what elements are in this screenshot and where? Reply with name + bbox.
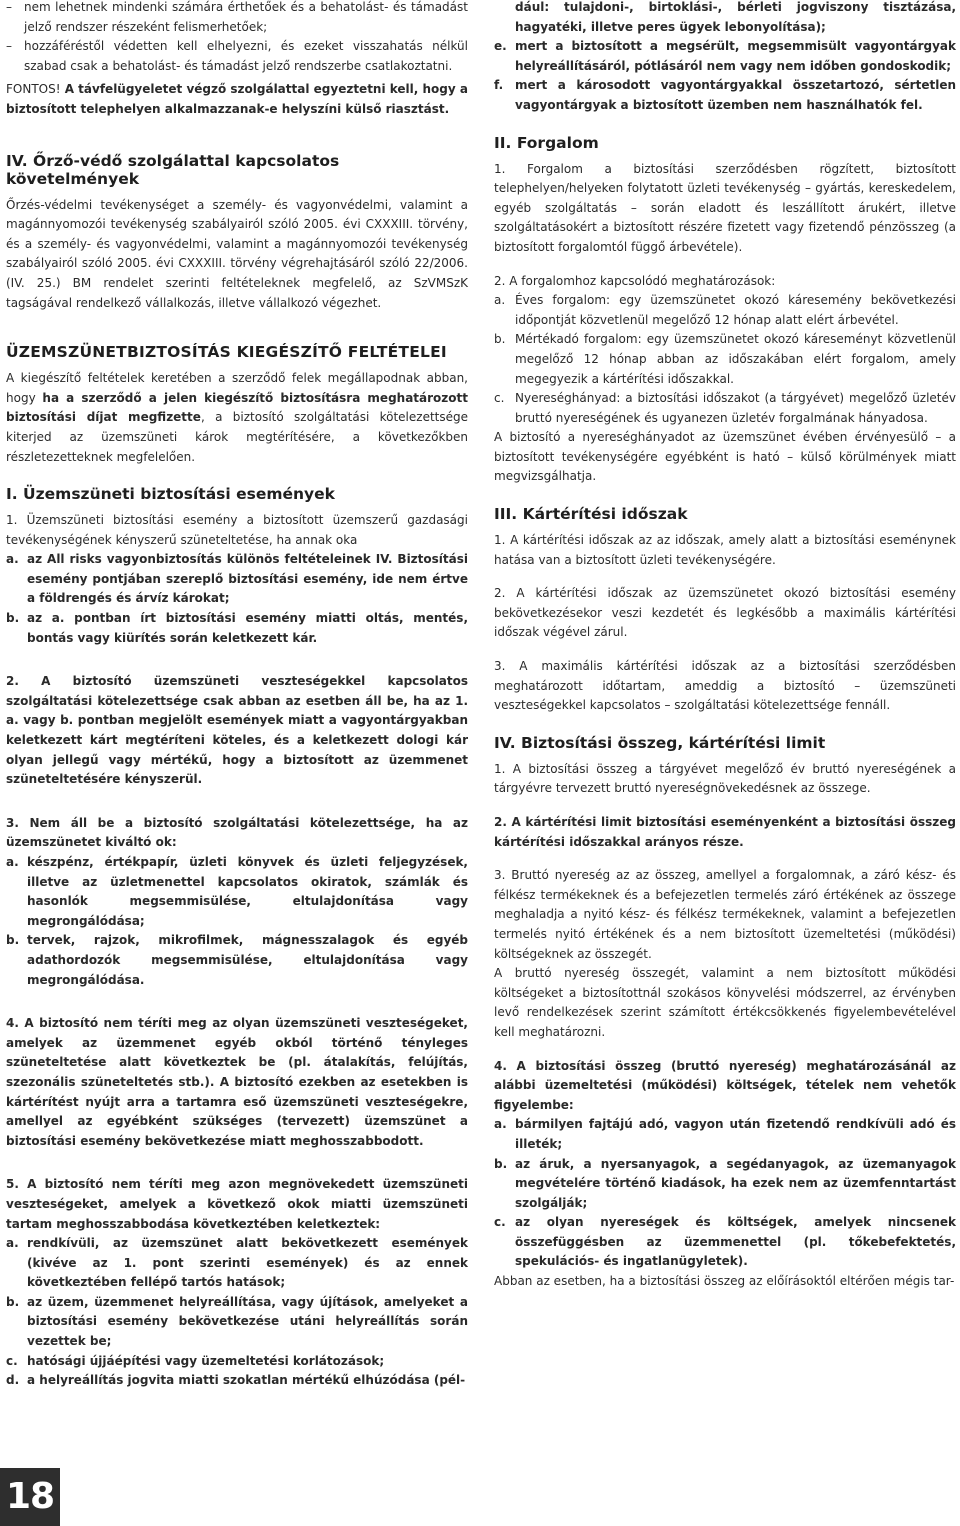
section-iv-right-p3b: A bruttó nyereség összegét, valamint a nem biztosított működési költségeket a biztosítottnál szokásos könyvelési módszerrel, az érvényben levő rendelkezések szerint számított értékcsökkenés figyelembevételével kell meghatározni.: [494, 966, 956, 1039]
list-item-text: Mértékadó forgalom: egy üzemszünetet okozó káreseményt közvetlenül megelőző 12 hónap abban az időszakában elért forgalom, amely megegyezik a kártérítési időszakkal.: [515, 332, 956, 386]
section-ii-p3: A biztosító a nyereséghányadot az üzemszünet évében érvényesülő – a biztosított tevékenységére egyébként is ható – külső körülmények miatt megvizsgálhatja.: [494, 430, 956, 484]
list-item-text: Éves forgalom: egy üzemszünetet okozó káresemény bekövetkezési időpontját közvetlenül megelőző 12 hónap alatt elért árbevétel.: [515, 293, 956, 327]
list-item-text: nem lehetnek mindenki számára érthetőek és a behatolást- és támadást jelző rendszer részeként felismerhetőek;: [24, 0, 468, 34]
section-i-heading: I. Üzemszüneti biztosítási események: [6, 485, 335, 504]
list-marker: a.: [494, 293, 506, 308]
list-marker: b.: [6, 1294, 20, 1309]
list-item: [494, 1213, 956, 1272]
list-item: [6, 609, 468, 648]
fontos-label: FONTOS!: [6, 82, 61, 97]
section-iv-right-p2: 2. A kártérítési limit biztosítási eseményenként a biztosítási összeg kártérítési időszakkal arányos része.: [494, 815, 956, 849]
list-item-text: az a. pontban írt biztosítási esemény miatti oltás, mentés, bontás vagy kiürítés során keletkezett kár.: [27, 611, 468, 645]
page-number: 18: [0, 1468, 60, 1526]
section-i-p3: 3. Nem áll be a biztosító szolgáltatási kötelezettsége, ha az üzemszünetet kiváltó ok:: [6, 815, 468, 850]
section-iii-p2: 2. A kártérítési időszak az üzemszünetet okozó biztosítási esemény bekövetkezésekor veszi kezdetét és legkésőbb a maximális kártérítési időszak végével zárul.: [494, 586, 956, 640]
section-iv-right-p5: Abban az esetben, ha a biztosítási összeg az előírásoktól eltérően mégis tar-: [494, 1274, 955, 1289]
list-item-text: dául: tulajdoni-, birtoklási-, bérleti jogviszony tisztázása, hagyatéki, illetve peres ügyek lebonyolítása);: [515, 0, 956, 34]
section-iv-right-heading: IV. Biztosítási összeg, kártérítési limit: [494, 733, 826, 752]
right-column: [494, 0, 956, 1292]
list-marker: a.: [6, 855, 19, 869]
section-i-p5: 5. A biztosító nem téríti meg azon megnövekedett üzemszüneti veszteségeket, amelyek a következő okok miatti üzemszüneti tartam meghosszabbodása következtében keletkeztek:: [6, 1177, 468, 1231]
list-item-text: az áruk, a nyersanyagok, a segédanyagok, az üzemanyagok megvételére történő kiadások, ha ezek nem az üzemfenntartást szolgálják;: [515, 1156, 956, 1210]
section-i-p2: 2. A biztosító üzemszüneti veszteségekkel kapcsolatos szolgáltatási kötelezettsége csak abban az esetben áll be, ha az 1. a. vagy b. pontban megjelölt események miatt a vagyontárgyakban keletkezett kárt megtéríteni köteles, és a keletkezett dologi kár olyan jellegű vagy mértékű, hogy a biztosított az üzemmenet szüneteltetésére kényszerül.: [6, 674, 468, 787]
section-ii-p1: 1. Forgalom a biztosítási szerződésben rögzített, biztosított telephelyen/helyeken folytatott üzleti tevékenység – gyártás, kereskedelem, egyéb szolgáltatás – során eladott és leszállított árukért, illetve szolgáltatásokért a biztosított részére fizetett vagy fizetendő pénzösszeg (a biztosított forgalomtól függő árbevétele).: [494, 161, 956, 254]
list-item: [494, 330, 956, 389]
list-item-text: az üzem, üzemmenet helyreállítása, vagy újítások, amelyeket a biztosítási esemény bekövetkezése utáni helyreállítás során vezettek be;: [27, 1294, 468, 1349]
list-item: [6, 931, 468, 990]
list-item: [6, 1234, 468, 1293]
list-item: [494, 1115, 956, 1154]
intro-text-start: A kiegészítő feltételek keretében a szerződő felek megállapodnak abban, hogy: [6, 371, 468, 405]
list-item: [6, 853, 468, 931]
section-iii-p1: 1. A kártérítési időszak az az időszak, amely alatt a biztosítási eseménynek hatása van a biztosított üzleti tevékenységére.: [494, 533, 956, 567]
list-item: [6, 1293, 468, 1352]
list-marker: b.: [494, 332, 506, 347]
list-marker: –: [6, 39, 12, 54]
list-marker: b.: [6, 611, 20, 626]
list-marker: c.: [494, 1215, 506, 1230]
section-iii-heading: III. Kártérítési időszak: [494, 505, 688, 524]
list-item-text: mert a károsodott vagyontárgyakkal összetartozó, sértetlen vagyontárgyak a biztosított üzemben nem használhatók fel.: [515, 78, 956, 112]
list-item-text: bármilyen fajtájú adó, vagyon után fizetendő rendkívüli adó és illeték;: [515, 1117, 956, 1151]
main-intro-paragraph: [6, 369, 468, 467]
list-marker: a.: [6, 552, 19, 567]
list-item-text: hatósági újjáépítési vagy üzemeltetési korlátozások;: [27, 1353, 385, 1368]
section-iv-right-p3: 3. Bruttó nyereség az az összeg, amellyel a forgalomnak, a záró kész- és félkész termékeknek és a befejezetlen termelés záró értékének az összege meghaladja a nyitó kész- és félkész termékeknek, valamint a befejezetlen termelés nyitó értékének és a nem biztosított üzemeltetési (működési) költségeknek az összegét.: [494, 868, 956, 961]
section-iv-right-p1: 1. A biztosítási összeg a tárgyévet megelőző év bruttó nyereségének a tárgyévre tervezett bruttó nyereségnövekedésnek az összege.: [494, 761, 956, 796]
list-item: [494, 389, 956, 428]
list-item-text: mert a biztosított a megsérült, megsemmisült vagyontárgyak helyreállításáról, pótlásáról nem vagy nem időben gondoskodik;: [515, 39, 956, 73]
section-i-p4: 4. A biztosító nem téríti meg az olyan üzemszüneti veszteségeket, amelyek az üzemmenet egyéb okból történő tényleges szüneteltetése alatt következtek be (pl. átalakítás, felújítás, szezonális szüneteltetés stb.). A biztosító ezekben az esetekben is kártérítést nyújt arra a tartamra eső üzemszüneti veszteségekre, amellyel az egyébként szükséges (tervezett) üzemszünet a biztosítási esemény bekövetkezése miatt meghosszabbodott.: [6, 1016, 468, 1148]
list-marker: a.: [6, 1236, 19, 1251]
list-item-text: Nyereséghányad: a biztosítási időszakot (a tárgyévet) megelőző üzletév bruttó nyereségének és ugyanezen üzletév forgalmának hányadosa.: [515, 391, 956, 425]
list-item-text: az All risks vagyonbiztosítás különös feltételeinek IV. Biztosítási esemény pontjában szereplő biztosítási esemény, ide nem értve a földrengés és árvíz károkat;: [27, 552, 468, 606]
list-item: [6, 1371, 468, 1391]
list-item-text: az olyan nyereségek és költségek, amelyek nincsenek összefüggésben az üzemmenettel (pl. tőkebefektetés, spekulációs- és ingatlanügyletek).: [515, 1215, 956, 1269]
section-ii-p2: 2. A forgalomhoz kapcsolódó meghatározások:: [494, 273, 776, 288]
list-marker: c.: [494, 391, 505, 406]
list-item: [494, 76, 956, 115]
list-marker: –: [6, 0, 12, 14]
list-item: [494, 1155, 956, 1214]
list-item: [6, 1352, 468, 1372]
list-marker: a.: [494, 1117, 507, 1132]
intro-list-item: [6, 0, 468, 37]
fontos-text: A távfelügyeletet végző szolgálattal egyeztetni kell, hogy a biztosított telephelyen alkalmazzanak-e helyszíni külső riasztást.: [6, 82, 468, 116]
section-ii-heading: II. Forgalom: [494, 133, 599, 152]
list-item: [494, 37, 956, 76]
list-item-text: tervek, rajzok, mikrofilmek, mágnesszalagok és egyéb adathordozók megsemmisülése, eltulajdonítása vagy megrongálódása.: [27, 933, 468, 987]
list-item-text: készpénz, értékpapír, üzleti könyvek és üzleti feljegyzések, illetve az üzletmenettel kapcsolatos okiratok, számlák és hasonlók megsemmisülése, eltulajdonítása vagy megrongálódása;: [27, 855, 468, 928]
list-marker: f.: [494, 78, 504, 93]
main-title: ÜZEMSZÜNETBIZTOSÍTÁS KIEGÉSZÍTŐ FELTÉTELEI: [6, 343, 447, 362]
list-item-text: rendkívüli, az üzemszünet alatt bekövetkezett események (kivéve az 1. pont szerinti események) és az ennek következtében fellépő tartós hatások;: [27, 1236, 468, 1290]
intro-text-bold: ha a szerződő a jelen kiegészítő biztosításra meghatározott biztosítási díjat megfizette: [6, 390, 468, 425]
list-item: [494, 291, 956, 330]
section-i-p1: 1. Üzemszüneti biztosítási esemény a biztosított üzemszerű gazdasági tevékenységének kényszerű szüneteltetése, ha annak oka: [6, 513, 468, 547]
list-item-text: hozzáféréstől védetten kell elhelyezni, és ezeket visszahatás nélkül szabad csak a behatolást- és támadást jelző rendszerbe csatlakoztatni.: [24, 39, 468, 73]
list-marker: e.: [494, 39, 507, 54]
section-iv-text: Őrzés-védelmi tevékenységet a személy- és vagyonvédelmi, valamint a magánnyomozói tevékenység szabályairól szóló 2005. évi CXXXIII. törvény, és a személy- és vagyonvédelmi, valamint a magánnyomozói tevékenység szabályairól szóló 2005. évi CXXXIII. törvény végrehajtásáról szóló 22/2006. (IV. 25.) BM rendelet szerinti feltételeknek megfelelő, az SzVMSzK tagságával rendelkező vállalkozás, illetve vállalkozó végezhet.: [6, 197, 468, 310]
list-item: [6, 550, 468, 609]
fontos-paragraph: [6, 80, 468, 119]
intro-text-end: , a biztosító szolgáltatási kötelezettsége kiterjed az üzemszüneti károk megtérítésére, a következőkben részletezetteknek megfelelően.: [6, 410, 469, 464]
left-column: [6, 0, 468, 1391]
section-iv-heading: IV. Őrző-védő szolgálattal kapcsolatos követelmények: [6, 151, 340, 188]
list-item-text: a helyreállítás jogvita miatti szokatlan mértékű elhúzódása (pél-: [27, 1373, 466, 1388]
list-marker: d.: [6, 1373, 20, 1388]
list-item: [494, 0, 956, 37]
list-marker: c.: [6, 1353, 18, 1368]
list-marker: b.: [494, 1156, 508, 1171]
section-iii-p3: 3. A maximális kártérítési időszak az a biztosítási szerződésben meghatározott időtartam, ameddig a biztosító – üzemszüneti veszteségekkel kapcsolatos – szolgáltatási kötelezettsége fennáll.: [494, 659, 956, 713]
section-iv-right-p4: 4. A biztosítási összeg (bruttó nyereség) meghatározásánál az alábbi üzemeltetési (működési) költségek, tételek nem vehetők figyelembe:: [494, 1058, 956, 1112]
intro-list-item: [6, 37, 468, 76]
list-marker: b.: [6, 933, 20, 948]
